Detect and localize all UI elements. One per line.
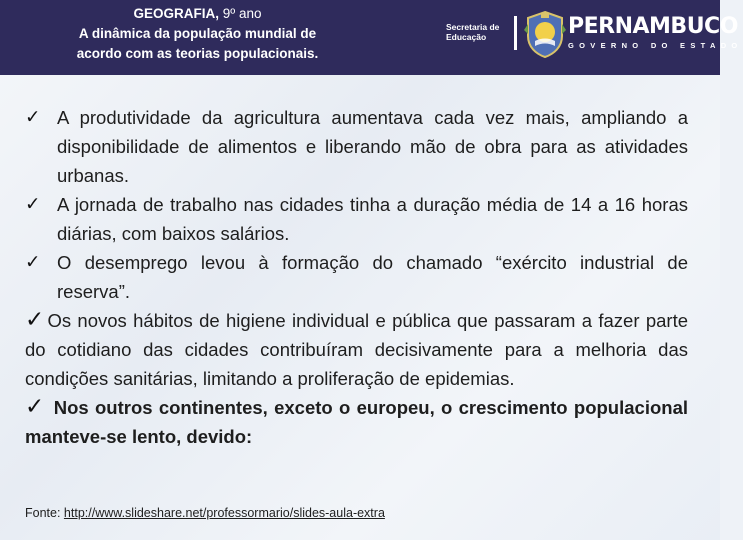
- item-text: A produtividade da agricultura aumentava cada vez mais, ampliando a disponibilidade de alimentos e liberando mão de obra para as atividades urbanas.: [57, 107, 688, 186]
- item-text: O desemprego levou à formação do chamado “exército industrial de reserva”.: [57, 252, 688, 302]
- list-item: [25, 393, 688, 451]
- source-citation: [25, 506, 385, 520]
- item-text: Nos outros continentes, exceto o europeu, o crescimento populacional manteve-se lento, devido:: [25, 397, 688, 447]
- subject-line: [0, 4, 395, 24]
- secretaria-label: [446, 22, 516, 42]
- pernambuco-seal-icon: [524, 10, 566, 58]
- brand-logo: [568, 14, 743, 52]
- checkmark-icon: ✓: [25, 252, 41, 273]
- item-text: Os novos hábitos de higiene individual e pública que passaram a fazer parte do cotidiano das cidades contribuíram decisivamente para a melhoria das condições sanitárias, limitando a proliferação de epidemias.: [25, 310, 688, 389]
- checkmark-icon: ✓: [25, 194, 41, 215]
- brand-subtitle: GOVERNO DO ESTADO: [568, 41, 743, 50]
- source-label: Fonte:: [25, 506, 61, 520]
- bullet-list: [25, 103, 688, 451]
- grade: 9º ano: [222, 6, 262, 21]
- list-item: [25, 190, 688, 248]
- list-item: [25, 248, 688, 306]
- list-item: [25, 103, 688, 190]
- secretaria-line-2: Educação: [446, 32, 487, 42]
- item-text: A jornada de trabalho nas cidades tinha a duração média de 14 a 16 horas diárias, com baixos salários.: [57, 194, 688, 244]
- source-link[interactable]: http://www.slideshare.net/professormario/slides-aula-extra: [63, 506, 385, 520]
- title-line-2: acordo com as teorias populacionais.: [76, 46, 319, 61]
- brand-name: PERNAMBUCO: [568, 14, 738, 39]
- checkmark-icon: ✓: [25, 394, 46, 420]
- title-line-1: A dinâmica da população mundial de: [78, 26, 317, 41]
- secretaria-line-1: Secretaria de: [446, 22, 500, 32]
- slide-title: [0, 0, 395, 75]
- list-item: [25, 306, 688, 393]
- header-bar: [0, 0, 743, 75]
- subject: GEOGRAFIA,: [133, 6, 220, 21]
- checkmark-icon: ✓: [25, 307, 46, 333]
- divider: [514, 16, 517, 50]
- checkmark-icon: ✓: [25, 107, 41, 128]
